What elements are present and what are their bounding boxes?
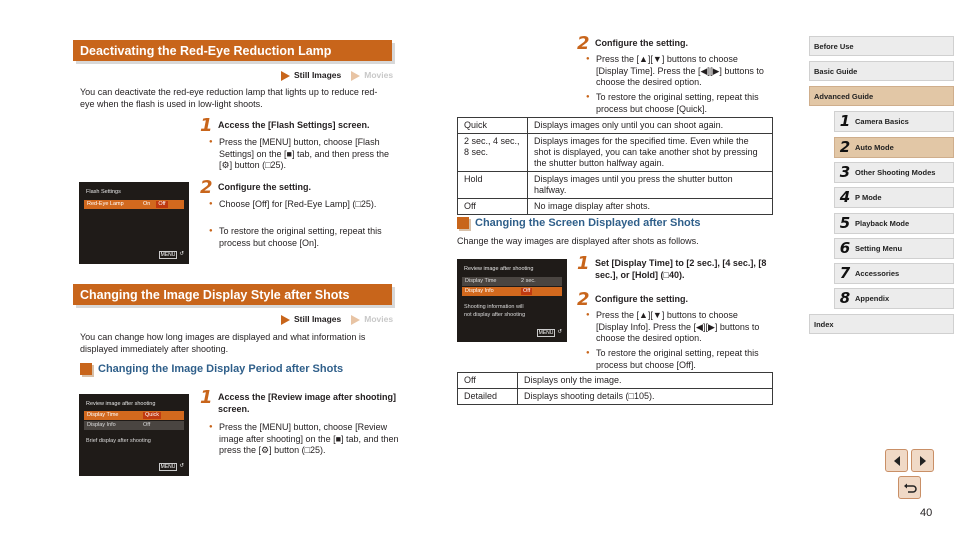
screen-note: Brief display after shooting — [86, 438, 151, 444]
chapter-number: 6 — [839, 238, 851, 257]
movies-label: Movies — [364, 314, 394, 324]
screen-displayed-intro: Change the way images are displayed after shots as follows. — [457, 236, 699, 246]
screen-title: Flash Settings — [86, 189, 121, 195]
screen-row-value: Off — [523, 288, 531, 294]
table-row — [458, 172, 773, 199]
arrow-left-icon — [891, 455, 903, 467]
table-row — [458, 389, 773, 405]
movies-icon — [351, 71, 360, 81]
arrow-right-icon — [917, 455, 929, 467]
step-bullet: ● Press the [▲][▼] buttons to choose [Display Time]. Press the [◀][▶] buttons to choose the desired option. — [586, 54, 772, 89]
screen-row-red-eye — [84, 200, 184, 209]
display-info-table — [457, 372, 773, 405]
nav-chapter-6[interactable] — [834, 238, 954, 259]
chapter-label: Setting Menu — [855, 243, 903, 253]
screen-row-value: Quick — [145, 412, 160, 418]
nav-chapter-4[interactable] — [834, 187, 954, 208]
movies-icon — [351, 315, 360, 325]
table-row — [458, 118, 773, 134]
step-bullet: ● Choose [Off] for [Red-Eye Lamp] (□25). — [209, 199, 399, 211]
back-icon: ↺ — [179, 251, 184, 258]
nav-chapter-8[interactable] — [834, 288, 954, 309]
chapter-number: 7 — [839, 263, 851, 282]
screen-row-option-on: On — [143, 201, 151, 207]
screen-title: Review image after shooting — [464, 266, 534, 272]
chapter-number: 5 — [839, 213, 851, 232]
chapter-label: P Mode — [855, 192, 882, 202]
movies-label: Movies — [364, 70, 394, 80]
table-cell-option: Quick — [458, 118, 528, 134]
nav-chapter-3[interactable] — [834, 162, 954, 183]
nav-index[interactable]: Index — [809, 314, 954, 334]
chapter-label: Other Shooting Modes — [855, 167, 936, 177]
chapter-label: Accessories — [855, 268, 900, 278]
table-cell-desc: Displays images for the specified time. Even while the shot is displayed, you can take another shot by pressing the shutter button halfway again. — [528, 134, 773, 172]
menu-back-indicator — [159, 463, 184, 472]
prev-page-button[interactable] — [885, 449, 908, 472]
table-cell-option: 2 sec., 4 sec., 8 sec. — [458, 134, 528, 172]
screen-row-label: Display Time — [465, 278, 497, 284]
step-bullet: ● To restore the original setting, repeat this process but choose [On]. — [209, 226, 399, 249]
step-title: Configure the setting. — [595, 38, 688, 48]
table-row — [458, 199, 773, 215]
menu-back-indicator — [159, 251, 184, 260]
menu-back-indicator — [537, 329, 562, 338]
table-cell-desc: No image display after shots. — [528, 199, 773, 215]
menu-icon: MENU — [538, 329, 554, 336]
table-cell-option: Off — [458, 373, 518, 389]
step-title: Configure the setting. — [595, 294, 688, 304]
screen-row-value: Off — [143, 422, 151, 428]
nav-chapter-1[interactable] — [834, 111, 954, 132]
nav-advanced-guide[interactable]: Advanced Guide — [809, 86, 954, 106]
step-bullet: ● To restore the original setting, repeat this process but choose [Off]. — [586, 348, 772, 371]
section-header-red-eye: Deactivating the Red-Eye Reduction Lamp — [73, 40, 392, 61]
screen-row-display-info — [84, 421, 184, 430]
nav-before-use[interactable]: Before Use — [809, 36, 954, 56]
section-square-icon — [457, 217, 469, 229]
sub-header-text: Changing the Image Display Period after Shots — [98, 363, 344, 375]
sub-header-display-period — [80, 362, 343, 376]
section-square-icon — [80, 363, 92, 375]
chapter-number: 1 — [839, 111, 851, 130]
table-cell-option: Off — [458, 199, 528, 215]
nav-chapter-7[interactable] — [834, 263, 954, 284]
step-number: 2 — [577, 33, 590, 54]
screen-title: Review image after shooting — [86, 401, 156, 407]
mode-indicator — [281, 314, 393, 325]
table-cell-desc: Displays only the image. — [518, 373, 773, 389]
screen-row-display-time — [462, 277, 562, 286]
step-bullet: ● Press the [MENU] button, choose [Flash Settings] on the [■] tab, and then press the [⚙] button (□25). — [209, 137, 399, 172]
screen-row-value: 2 sec. — [521, 278, 536, 284]
display-time-table — [457, 117, 773, 215]
still-images-icon — [281, 71, 290, 81]
screen-row-display-time — [84, 411, 184, 420]
chapter-label: Appendix — [855, 293, 890, 303]
chapter-label: Camera Basics — [855, 116, 909, 126]
nav-basic-guide[interactable]: Basic Guide — [809, 61, 954, 81]
nav-chapter-5[interactable] — [834, 213, 954, 234]
next-page-button[interactable] — [911, 449, 934, 472]
step-number: 1 — [200, 387, 213, 408]
table-row — [458, 373, 773, 389]
table-cell-option: Detailed — [458, 389, 518, 405]
return-icon — [903, 482, 917, 494]
chapter-label: Auto Mode — [855, 142, 894, 152]
table-cell-desc: Displays shooting details (□105). — [518, 389, 773, 405]
step-title: Configure the setting. — [218, 182, 311, 192]
step-title: Set [Display Time] to [2 sec.], [4 sec.], [8 sec.], or [Hold] (□40). — [595, 258, 767, 280]
still-images-label: Still Images — [294, 70, 342, 80]
chapter-number: 3 — [839, 162, 851, 181]
menu-icon: MENU — [160, 463, 176, 470]
camera-screen-review-image — [79, 394, 189, 476]
chapter-number: 2 — [839, 137, 851, 156]
menu-icon: MENU — [160, 251, 176, 258]
step-bullet: ● To restore the original setting, repeat this process but choose [Quick]. — [586, 92, 772, 115]
sub-header-text: Changing the Screen Displayed after Shots — [475, 217, 701, 229]
table-cell-desc: Displays images until you press the shutter button halfway. — [528, 172, 773, 199]
screen-row-label: Display Time — [87, 412, 119, 418]
table-cell-desc: Displays images only until you can shoot again. — [528, 118, 773, 134]
camera-screen-flash-settings — [79, 182, 189, 264]
screen-note: not display after shooting — [464, 312, 526, 318]
nav-chapter-2[interactable] — [834, 137, 954, 158]
step-bullet: ● Press the [MENU] button, choose [Review image after shooting] on the [■] tab, and then press the [⚙] button (□25). — [209, 422, 399, 457]
mode-indicator — [281, 70, 393, 81]
sub-header-screen-displayed — [457, 216, 701, 230]
red-eye-intro: You can deactivate the red-eye reduction lamp that lights up to reduce red-eye when the flash is used in low-light shoots. — [80, 87, 378, 109]
page-number: 40 — [920, 507, 933, 519]
step-title: Access the [Review image after shooting] screen. — [218, 392, 397, 414]
screen-row-value: Off — [158, 201, 166, 207]
screen-note: Shooting information will — [464, 304, 524, 310]
chapter-label: Playback Mode — [855, 218, 910, 228]
step-number: 1 — [577, 253, 590, 274]
step-title: Access the [Flash Settings] screen. — [218, 120, 370, 130]
screen-row-label: Display Info — [87, 422, 116, 428]
screen-row-label: Red-Eye Lamp — [87, 201, 124, 207]
return-button[interactable] — [898, 476, 921, 499]
step-number: 2 — [200, 177, 213, 198]
camera-screen-review-info — [457, 259, 567, 342]
back-icon: ↺ — [179, 463, 184, 470]
back-icon: ↺ — [557, 329, 562, 336]
still-images-label: Still Images — [294, 314, 342, 324]
table-row — [458, 134, 773, 172]
step-bullet: ● Press the [▲][▼] buttons to choose [Display Info]. Press the [◀][▶] buttons to choose the desired option. — [586, 310, 772, 345]
still-images-icon — [281, 315, 290, 325]
screen-row-display-info — [462, 287, 562, 296]
display-style-intro: You can change how long images are displayed and what information is displayed immediately after shooting. — [80, 332, 366, 354]
screen-row-label: Display Info — [465, 288, 494, 294]
table-cell-option: Hold — [458, 172, 528, 199]
step-number: 2 — [577, 289, 590, 310]
step-number: 1 — [200, 115, 213, 136]
chapter-number: 8 — [839, 288, 851, 307]
chapter-number: 4 — [839, 187, 851, 206]
section-header-display-style: Changing the Image Display Style after Shots — [73, 284, 392, 305]
